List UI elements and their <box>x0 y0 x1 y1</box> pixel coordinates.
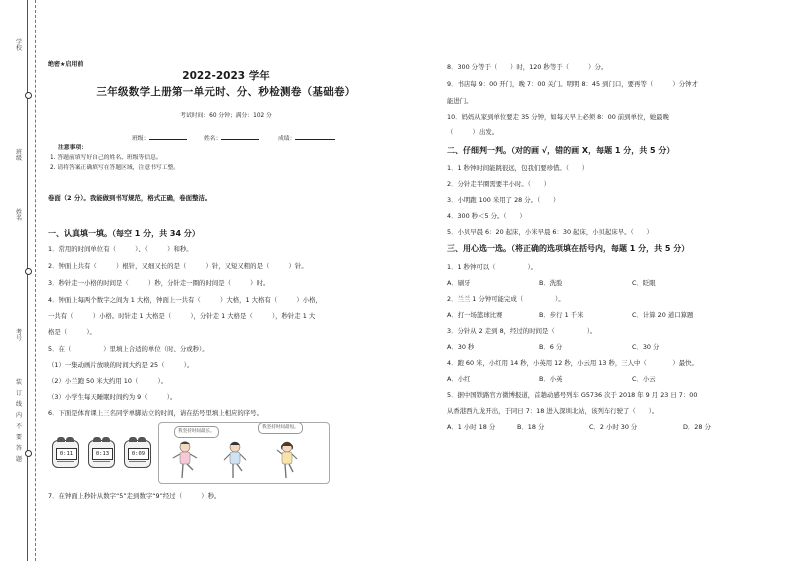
choice-option: C．小云 <box>632 375 656 383</box>
question-line: 8．300 分等于（ ）时，120 秒等于（ ）分。 <box>447 63 608 71</box>
question-line: 9．书店每 9：00 开门，晚 7：00 关门。明明 8：45 到门口，要再等（ ）分钟才 <box>447 80 698 88</box>
name-label: 姓名： <box>204 136 222 142</box>
speech-bubble: 我坚持时间最长。 <box>174 426 219 438</box>
judge-line: 4．300 秒＜5 分。（ ） <box>447 212 526 220</box>
class-field[interactable] <box>132 132 187 144</box>
judge-line: 1．1 秒钟时间能跳很远，包我们要珍惜。（ ） <box>447 164 589 172</box>
question-line: （ ）出发。 <box>447 128 499 136</box>
speech-bubble: 我坚持时间最短。 <box>258 422 303 434</box>
choice-question: 3．分针从 2 走到 8，经过的时间是（ ）。 <box>447 327 597 335</box>
stopwatch-reading: 0:11 <box>56 448 77 460</box>
margin-warning-char: 不 <box>15 423 22 430</box>
stopwatch-1 <box>52 440 79 468</box>
name-field[interactable] <box>204 132 259 144</box>
note-item: 1. 答题前填写好自己的姓名、班级等信息。 <box>50 155 162 161</box>
class-blank[interactable] <box>149 132 187 140</box>
class-label: 班级： <box>132 136 150 142</box>
margin-warning-char: 订 <box>15 390 22 397</box>
score-blank[interactable] <box>295 132 335 140</box>
choice-option: A．1 小时 18 分 <box>447 423 496 431</box>
margin-warning-char: 装 <box>15 379 22 386</box>
choice-option: C．2 小时 30 分 <box>589 423 638 431</box>
judge-line: 5．小贝早晨 6：20 起床，小米早晨 6：30 起床，小贝起床早。（ ） <box>447 228 653 236</box>
binding-hole <box>25 268 32 275</box>
name-blank[interactable] <box>221 132 259 140</box>
choice-question: 5．据中国铁路官方微博报道，首趟动感号列车 G5736 次于 2018 年 9 月 23 日 7：00 <box>447 391 698 399</box>
question-line: （1）一集动画片放映的时间大约是 25（ ）。 <box>48 361 194 369</box>
choice-question: 1．1 秒钟可以（ ）。 <box>447 263 538 271</box>
question-line: 2．钟面上共有（ ）根针，又细又长的是（ ）针，又短又粗的是（ ）针。 <box>48 262 308 270</box>
choice-option: C．30 分 <box>632 343 660 351</box>
stopwatch-reading: 0:13 <box>92 448 113 460</box>
choice-question: 4．跑 60 米，小红用 14 秒，小英用 12 秒，小云用 13 秒，三人中（ ）最快。 <box>447 359 698 367</box>
margin-warning-char: 线 <box>15 401 22 408</box>
choice-option: A．刷牙 <box>447 279 471 287</box>
question-line: 7．在钟面上秒针从数字“5”走到数字“9”经过（ ）秒。 <box>48 492 221 500</box>
judge-line: 3．小明跑 100 米用了 28 分。（ ） <box>447 196 560 204</box>
question-line: 5．在（ ）里填上合适的单位（时、分或秒）。 <box>48 345 209 353</box>
child-figure-1 <box>170 440 200 480</box>
exam-year: 2022-2023 学年 <box>182 70 270 82</box>
margin-warning-char: 题 <box>15 456 22 463</box>
section1-title: 一、认真填一填。（每空 1 分，共 34 分） <box>48 229 200 238</box>
choice-option: B．洗脸 <box>539 279 563 287</box>
section3-title: 三、用心选一选。（将正确的选项填在括号内，每题 1 分，共 5 分） <box>447 244 690 253</box>
section2-title: 二、仔细判一判。（对的画 √，错的画 X，每题 1 分，共 5 分） <box>447 146 675 155</box>
note-item: 2. 请将答案正确填写在答题区域，注意书写工整。 <box>50 165 180 171</box>
binding-hole <box>25 450 32 457</box>
question-line: 能进门。 <box>447 97 473 105</box>
choice-question: 从香港西九龙开出，于同日 7：18 进入深圳北站，该列车行驶了（ ）。 <box>447 407 659 415</box>
binding-dash-line <box>35 0 36 561</box>
choice-option: A．小红 <box>447 375 471 383</box>
binding-hole <box>25 92 32 99</box>
stopwatch-reading: 0:09 <box>128 448 149 460</box>
choice-option: D．28 分 <box>683 423 711 431</box>
binding-line <box>27 0 28 561</box>
question-line: 10．妈妈从家到单位要走 35 分钟，如每天早上必须 8：00 前到单位，她最晚 <box>447 113 669 121</box>
exam-info: 考试时间：60 分钟；满分：102 分 <box>180 113 272 119</box>
child-figure-2 <box>220 440 250 480</box>
choice-option: B．6 分 <box>539 343 563 351</box>
question-line: 一共有（ ）小格。时针走 1 大格是（ ），分针走 1 大格是（ ），秒针走 1 大 <box>48 312 316 320</box>
question-line: 3．秒针走一小格的时间是（ ）秒，分针走一圈的时间是（ ）时。 <box>48 279 270 287</box>
notes-heading: 注意事项： <box>58 145 87 151</box>
margin-label: 学校 <box>15 39 22 52</box>
question-line: 4．钟面上每两个数字之间为 1 大格，钟面上一共有（ ）大格，1 大格有（ ）小格， <box>48 296 322 304</box>
stopwatch-3 <box>124 440 151 468</box>
secret-label: 绝密★启用前 <box>48 61 84 68</box>
choice-question: 2．兰兰 1 分钟可能完成（ ）。 <box>447 295 565 303</box>
neatness-note: 卷面（2 分）。我能做到书写规范，格式正确，卷面整洁。 <box>48 194 212 202</box>
choice-option: B．步行 1 千米 <box>539 311 584 319</box>
margin-warning-char: 内 <box>15 412 22 419</box>
judge-line: 2．分针走半圈需要半小时。（ ） <box>447 180 551 188</box>
choice-option: A．30 秒 <box>447 343 475 351</box>
score-label: 成绩： <box>278 136 296 142</box>
choice-option: C．计算 20 道口算题 <box>632 311 694 319</box>
margin-warning-char: 要 <box>15 434 22 441</box>
margin-warning-char: 答 <box>15 445 22 452</box>
exam-title: 三年级数学上册第一单元时、分、秒检测卷（基础卷） <box>96 86 356 98</box>
score-field[interactable] <box>278 132 335 144</box>
question-line: 6．下面是体育课上三名同学单脚站立的时间，请在括号里填上相应的序号。 <box>48 409 263 417</box>
child-figure-3 <box>272 440 302 480</box>
choice-option: A．打一场篮球比赛 <box>447 311 503 319</box>
choice-option: B．18 分 <box>517 423 545 431</box>
margin-label: 姓名 <box>15 209 22 222</box>
question-line: （2）小兰跑 50 米大约用 10（ ）。 <box>48 377 168 385</box>
choice-option: C．眨眼 <box>632 279 656 287</box>
stopwatch-2 <box>88 440 115 468</box>
choice-option: B．小英 <box>539 375 563 383</box>
margin-label: 班级 <box>15 149 22 162</box>
question-line: 格是（ ）。 <box>48 328 96 336</box>
margin-label: 考号 <box>15 329 22 342</box>
question-line: 1．常用的时间单位有（ ）、（ ）和秒。 <box>48 245 193 253</box>
question-line: （3）小学生每天睡眠时间约为 9（ ）。 <box>48 393 177 401</box>
